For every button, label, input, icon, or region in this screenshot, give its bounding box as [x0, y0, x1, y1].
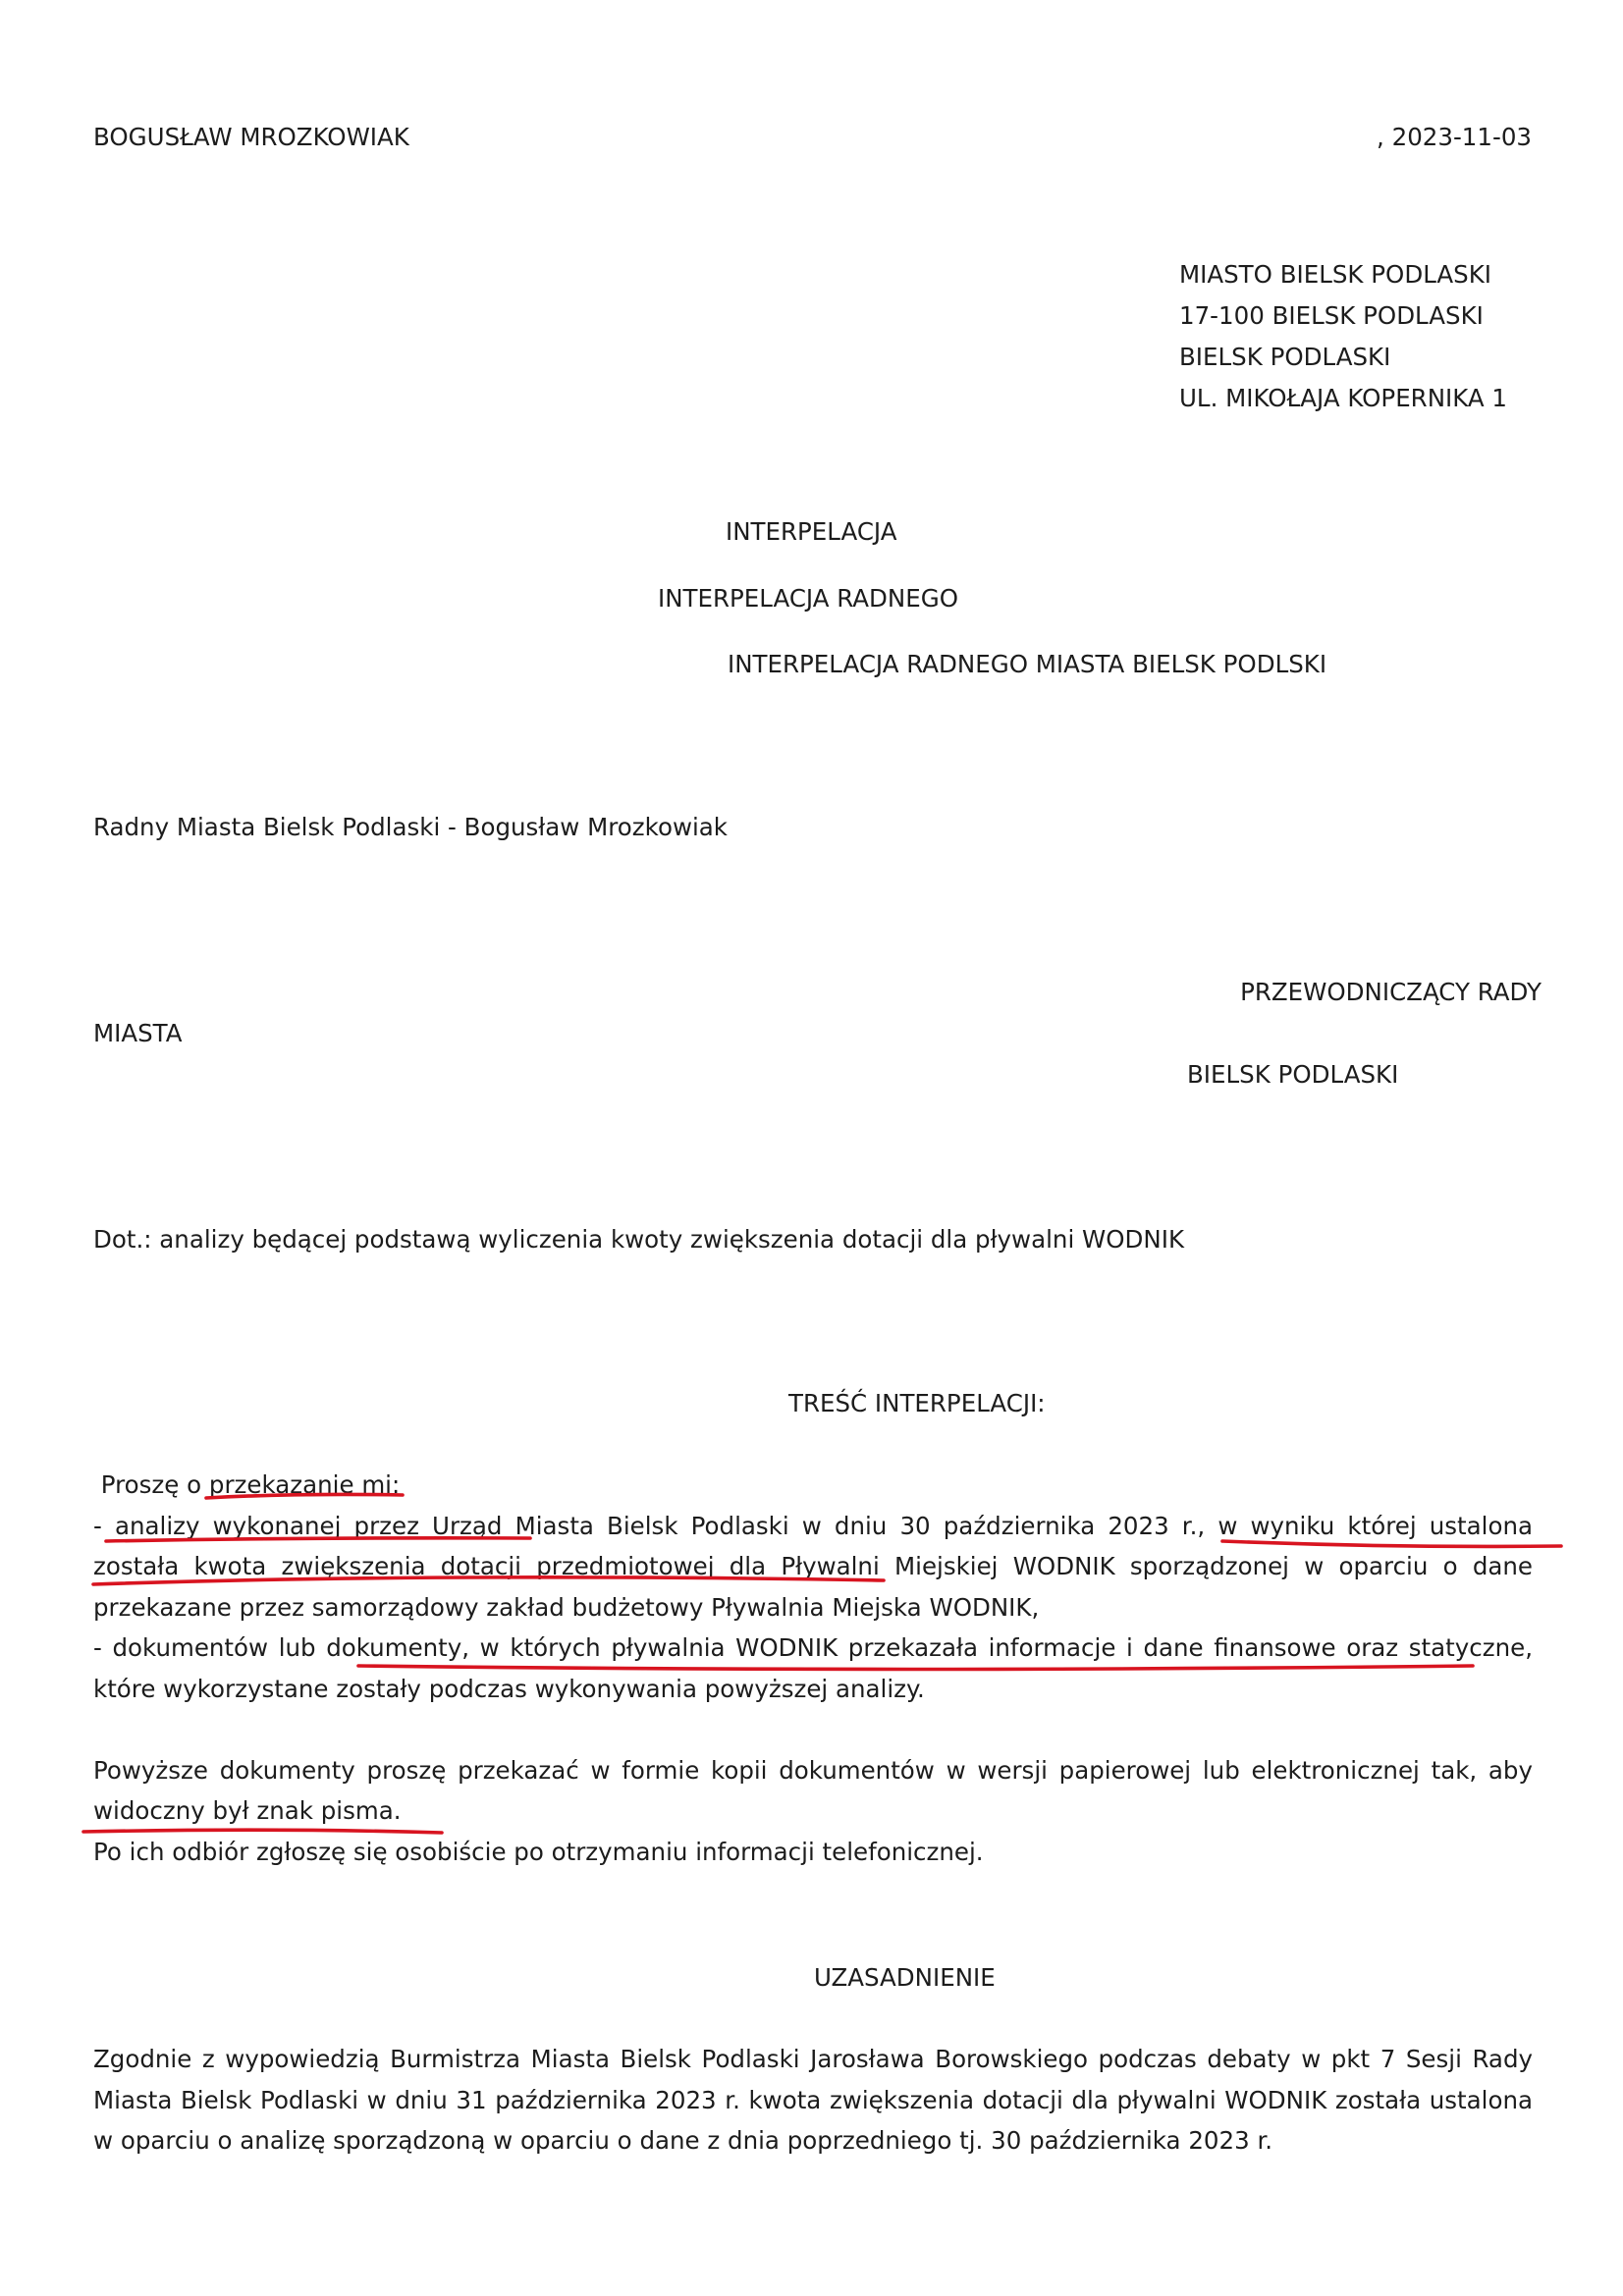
title-line-3: INTERPELACJA RADNEGO MIASTA BIELSK PODLSKI — [728, 650, 1327, 678]
body-text — [93, 1465, 1533, 1872]
justification-text: Zgodnie z wypowiedzią Burmistrza Miasta Bielsk Podlaski Jarosława Borowskiego podczas debaty w pkt 7 Sesji Rady Miasta Bielsk Podlaski w dniu 31 października 2023 r. kwota zwiększenia dotacji dla pływalni WODNIK została ustalona w oparciu o analizę sporządzoną w oparciu o dane z dnia poprzedniego tj. 30 października 2023 r. — [93, 2045, 1533, 2155]
addressee-line-4: UL. MIKOŁAJA KOPERNIKA 1 — [1179, 384, 1508, 412]
addressee-line-2: 17-100 BIELSK PODLASKI — [1179, 301, 1484, 330]
title-line-2: INTERPELACJA RADNEGO — [658, 584, 958, 613]
recipient-line-3: BIELSK PODLASKI — [1187, 1060, 1399, 1089]
body-item-2: - dokumentów lub dokumenty, w których pływalnia WODNIK przekazała informacje i dane finansowe oraz statyczne, które wykorzystane zostały podczas wykonywania powyższej analizy. — [93, 1633, 1533, 1703]
document-date: , 2023-11-03 — [1377, 123, 1532, 151]
sender-line: Radny Miasta Bielsk Podlaski - Bogusław Mrozkowiak — [93, 813, 728, 841]
recipient-line-1: PRZEWODNICZĄCY RADY — [1240, 978, 1542, 1006]
subject-line: Dot.: analizy będącej podstawą wyliczenia kwoty zwiększenia dotacji dla pływalni WODNIK — [93, 1225, 1185, 1254]
body-intro: Proszę o przekazanie mi: — [93, 1470, 401, 1499]
body-pickup: Po ich odbiór zgłoszę się osobiście po otrzymaniu informacji telefonicznej. — [93, 1837, 984, 1866]
justification-heading: UZASADNIENIE — [814, 1963, 996, 1992]
author-name: BOGUSŁAW MROZKOWIAK — [93, 123, 409, 151]
recipient-line-2: MIASTA — [93, 1019, 183, 1047]
addressee-line-3: BIELSK PODLASKI — [1179, 343, 1391, 371]
body-request: Powyższe dokumenty proszę przekazać w formie kopii dokumentów w wersji papierowej lub elektronicznej tak, aby widoczny był znak pisma. — [93, 1755, 1533, 1825]
body-heading: TREŚĆ INTERPELACJI: — [788, 1389, 1046, 1417]
body-item-1: - analizy wykonanej przez Urząd Miasta Bielsk Podlaski w dniu 30 października 2023 r., w wyniku której ustalona została kwota zwiększenia dotacji przedmiotowej dla Pływalni Miejskiej WODNIK sporządzonej w oparciu o dane przekazane przez samorządowy zakład budżetowy Pływalnia Miejska WODNIK, — [93, 1511, 1533, 1622]
title-line-1: INTERPELACJA — [726, 517, 897, 546]
addressee-line-1: MIASTO BIELSK PODLASKI — [1179, 260, 1492, 289]
